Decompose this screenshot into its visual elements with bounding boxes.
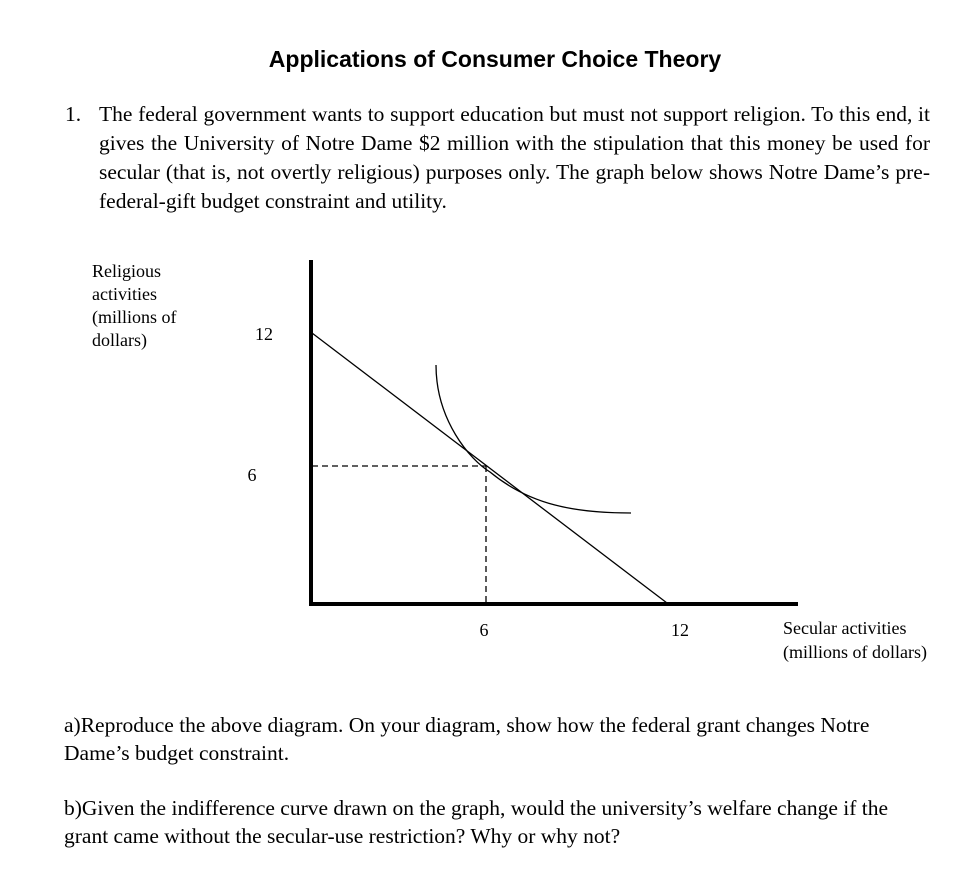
y-axis-label-line: (millions of [92,307,177,327]
x-axis-label [783,618,927,663]
y-axis-label [92,261,181,351]
question-text: The federal government wants to support education but must not support religion. To this end, it gives the University of Notre Dame $2 million with the stipulation that this money be used for secular (that is, not overtly religious) purposes only. The graph below shows Notre Dame’s pre-federal-gift budget constraint and utility. [99,102,930,213]
budget-constraint-line [312,333,667,603]
part-a-text: a)Reproduce the above diagram. On your diagram, show how the federal grant changes Notre Dame’s budget constraint. [64,713,870,765]
y-axis-label-line: Religious [92,261,162,281]
y-axis-label-line: activities [92,284,157,304]
y-axis-label-line: dollars) [92,330,147,350]
x-tick-label-6: 6 [479,620,489,640]
x-axis-label-line: Secular activities [783,618,907,638]
part-b-text: b)Given the indifference curve drawn on the graph, would the university’s welfare change if the grant came without the secular-use restriction? Why or why not? [64,796,889,848]
indifference-curve [436,365,631,513]
y-tick-label-6: 6 [247,465,257,485]
page-title: Applications of Consumer Choice Theory [268,46,722,72]
x-axis-label-line: (millions of dollars) [783,642,927,662]
y-tick-label-12: 12 [255,324,273,344]
x-tick-label-12: 12 [671,620,689,640]
question-number: 1. [65,102,82,126]
